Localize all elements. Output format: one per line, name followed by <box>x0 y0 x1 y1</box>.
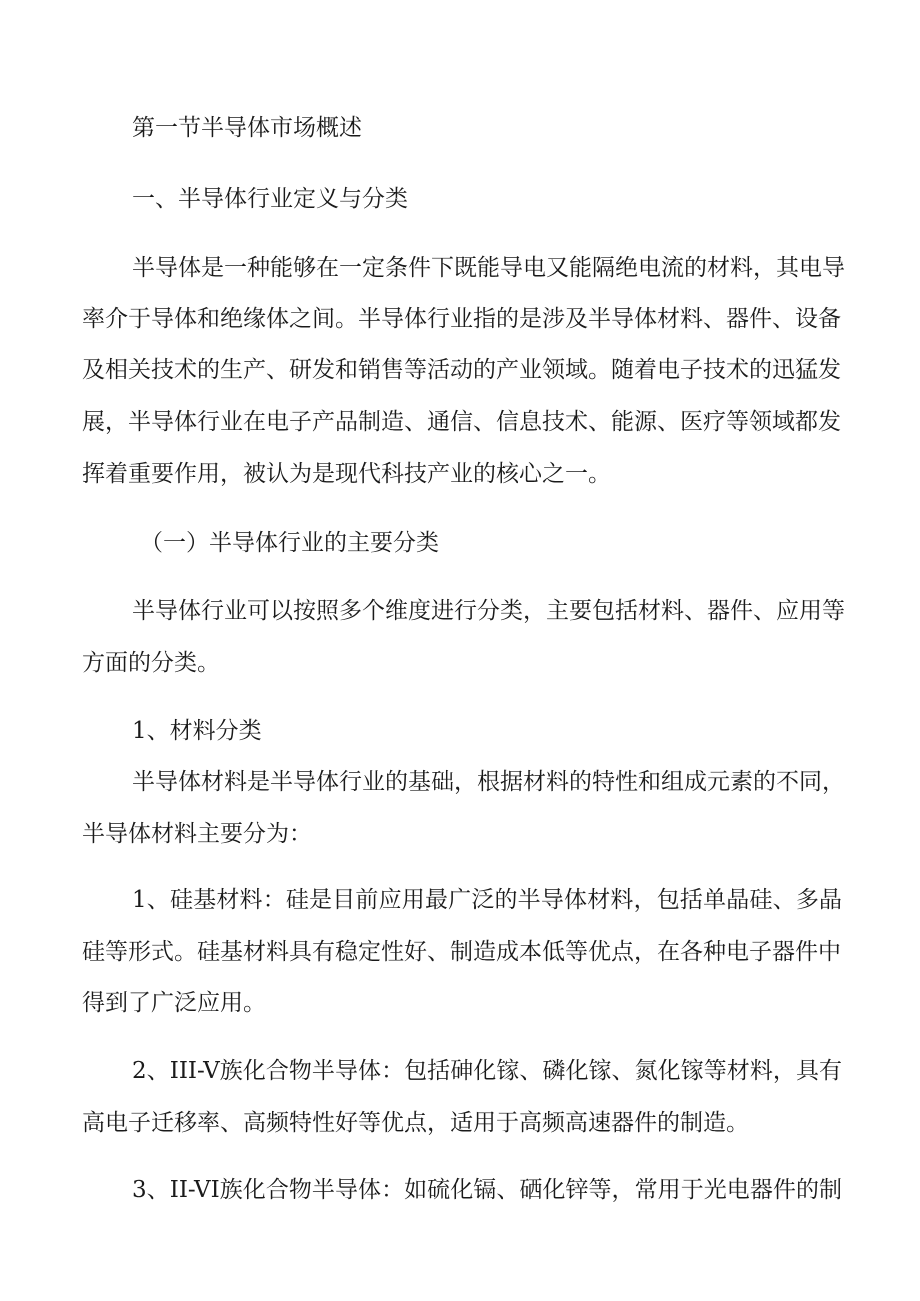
para1-line5: 挥着重要作用，被认为是现代科技产业的核心之一。 <box>82 461 611 487</box>
para1-line2: 率介于导体和绝缘体之间。半导体行业指的是涉及半导体材料、器件、设备 <box>82 306 841 332</box>
para1-line3: 及相关技术的生产、研发和销售等活动的产业领域。随着电子技术的迅猛发 <box>82 357 841 383</box>
para1-line4: 展，半导体行业在电子产品制造、通信、信息技术、能源、医疗等领域都发 <box>82 409 841 435</box>
heading-material-classification: 1、材料分类 <box>132 718 262 744</box>
item1-line2: 硅等形式。硅基材料具有稳定性好、制造成本低等优点，在各种电子器件中 <box>82 939 841 965</box>
para3-line1: 半导体材料是半导体行业的基础，根据材料的特性和组成元素的不同， <box>132 769 845 795</box>
heading-main-categories: （一）半导体行业的主要分类 <box>140 530 439 556</box>
heading-definition: 一、半导体行业定义与分类 <box>132 186 408 212</box>
para2-line1: 半导体行业可以按照多个维度进行分类，主要包括材料、器件、应用等 <box>132 598 845 624</box>
para3-line2: 半导体材料主要分为： <box>82 821 312 847</box>
item1-line3: 得到了广泛应用。 <box>82 990 266 1016</box>
item2-line1: 2、III-V族化合物半导体：包括砷化镓、磷化镓、氮化镓等材料，具有 <box>132 1058 842 1084</box>
item1-line1: 1、硅基材料：硅是目前应用最广泛的半导体材料，包括单晶硅、多晶 <box>132 887 842 913</box>
item2-line2: 高电子迁移率、高频特性好等优点，适用于高频高速器件的制造。 <box>82 1110 749 1136</box>
item3-line1: 3、II-VI族化合物半导体：如硫化镉、硒化锌等，常用于光电器件的制 <box>132 1177 842 1203</box>
para2-line2: 方面的分类。 <box>82 650 220 676</box>
section-title: 第一节半导体市场概述 <box>132 115 362 141</box>
para1-line1: 半导体是一种能够在一定条件下既能导电又能隔绝电流的材料，其电导 <box>132 255 845 281</box>
